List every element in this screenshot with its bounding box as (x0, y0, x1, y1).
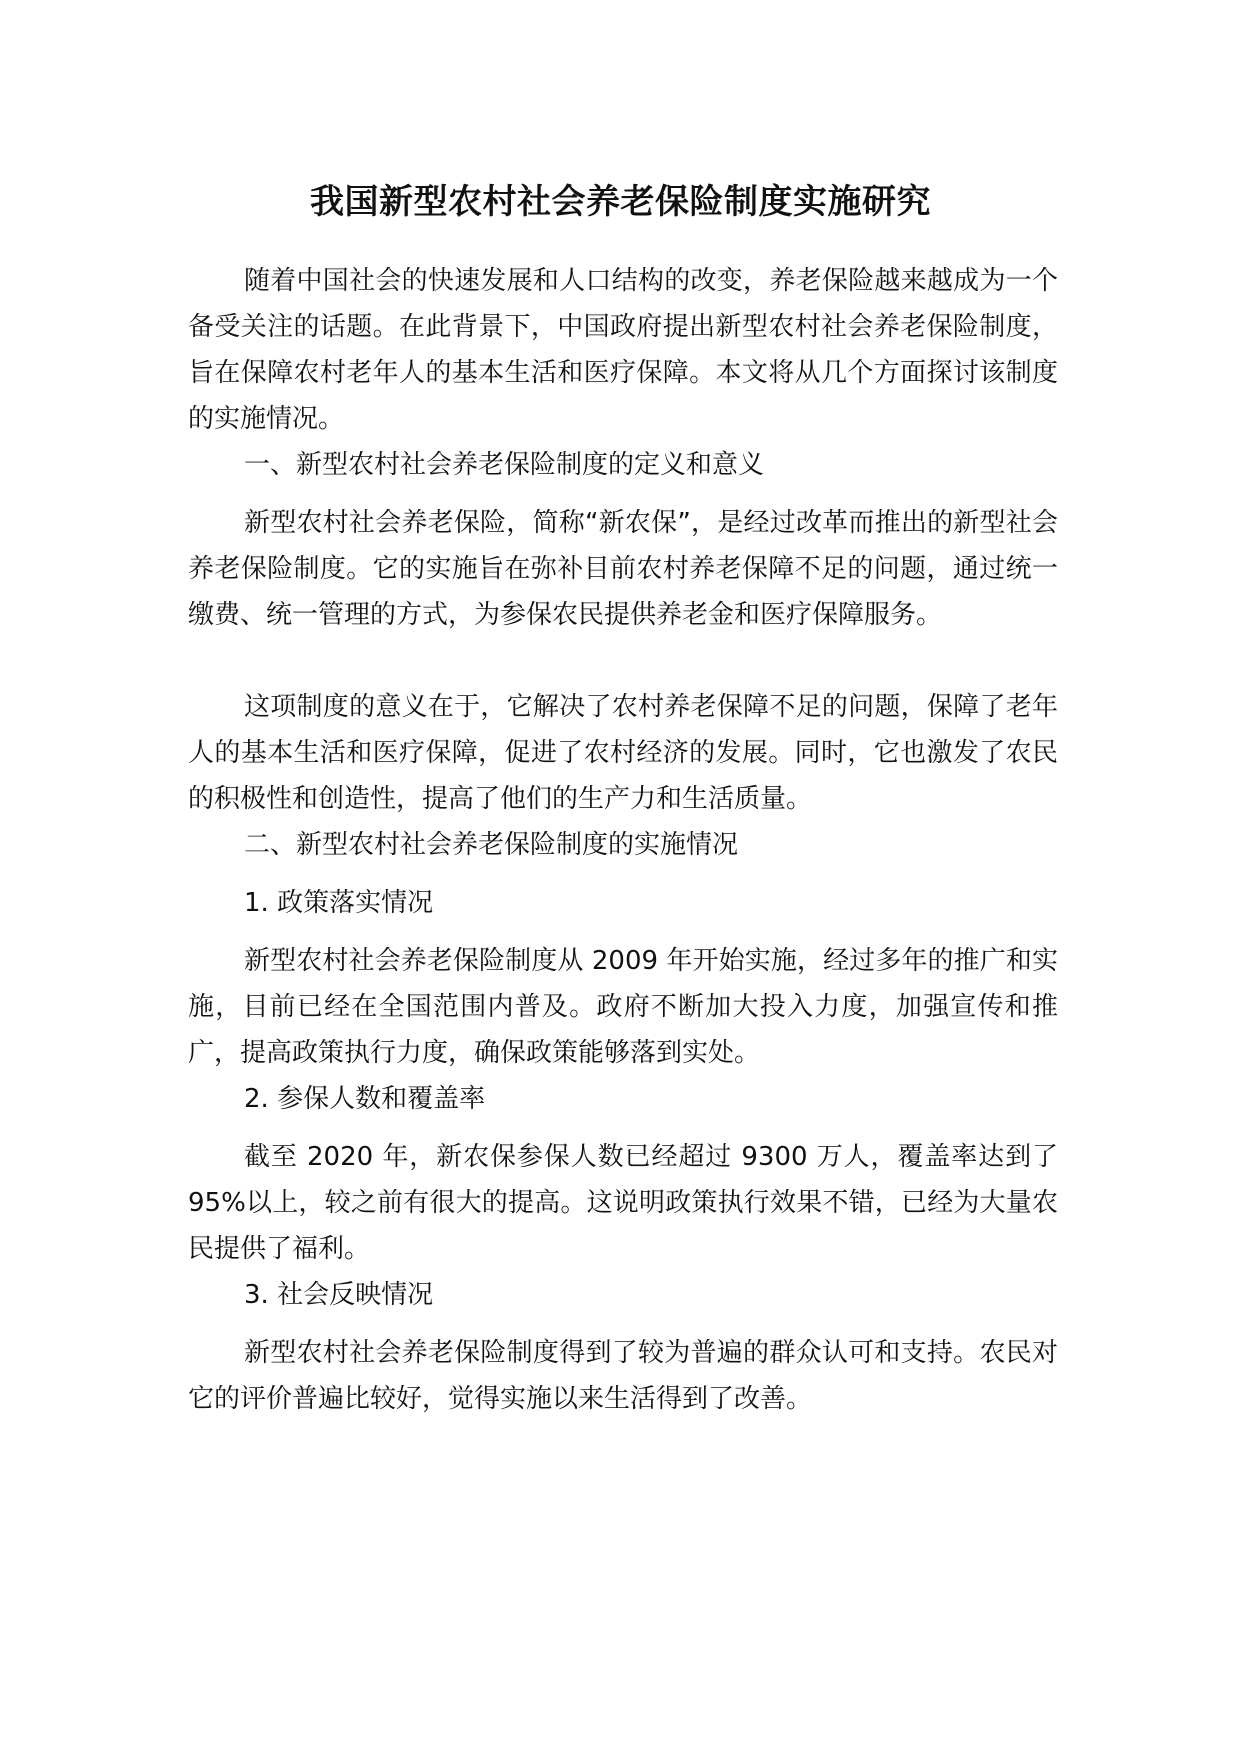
section-heading-1: 一、新型农村社会养老保险制度的定义和意义 (244, 450, 765, 480)
paragraph-significance: 这项制度的意义在于，它解决了农村养老保障不足的问题，保障了老年人的基本生活和医疗保障，促进了农村经济的发展。同时，它也激发了农民的积极性和创造性，提高了他们的生产力和生活质量。 (188, 692, 1058, 814)
paragraph-coverage: 截至 2020 年，新农保参保人数已经超过 9300 万人，覆盖率达到了 95%以上，较之前有很大的提高。这说明政策执行效果不错，已经为大量农民提供了福利。 (188, 1142, 1058, 1264)
paragraph-policy: 新型农村社会养老保险制度从 2009 年开始实施，经过多年的推广和实施，目前已经在全国范围内普及。政府不断加大投入力度，加强宣传和推广，提高政策执行力度，确保政策能够落到实处。 (188, 946, 1058, 1068)
subheading-policy: 1. 政策落实情况 (244, 888, 434, 918)
paragraph-intro: 随着中国社会的快速发展和人口结构的改变，养老保险越来越成为一个备受关注的话题。在此背景下，中国政府提出新型农村社会养老保险制度，旨在保障农村老年人的基本生活和医疗保障。本文将从几个方面探讨该制度的实施情况。 (188, 266, 1058, 434)
subheading-feedback: 3. 社会反映情况 (244, 1280, 434, 1310)
subheading-coverage: 2. 参保人数和覆盖率 (244, 1084, 486, 1114)
paragraph-feedback: 新型农村社会养老保险制度得到了较为普遍的群众认可和支持。农民对它的评价普遍比较好，觉得实施以来生活得到了改善。 (188, 1338, 1058, 1414)
document-title: 我国新型农村社会养老保险制度实施研究 (310, 182, 931, 222)
section-heading-2: 二、新型农村社会养老保险制度的实施情况 (244, 830, 739, 860)
paragraph-definition: 新型农村社会养老保险，简称“新农保”，是经过改革而推出的新型社会养老保险制度。它的实施旨在弥补目前农村养老保障不足的问题，通过统一缴费、统一管理的方式，为参保农民提供养老金和医疗保障服务。 (188, 508, 1058, 630)
